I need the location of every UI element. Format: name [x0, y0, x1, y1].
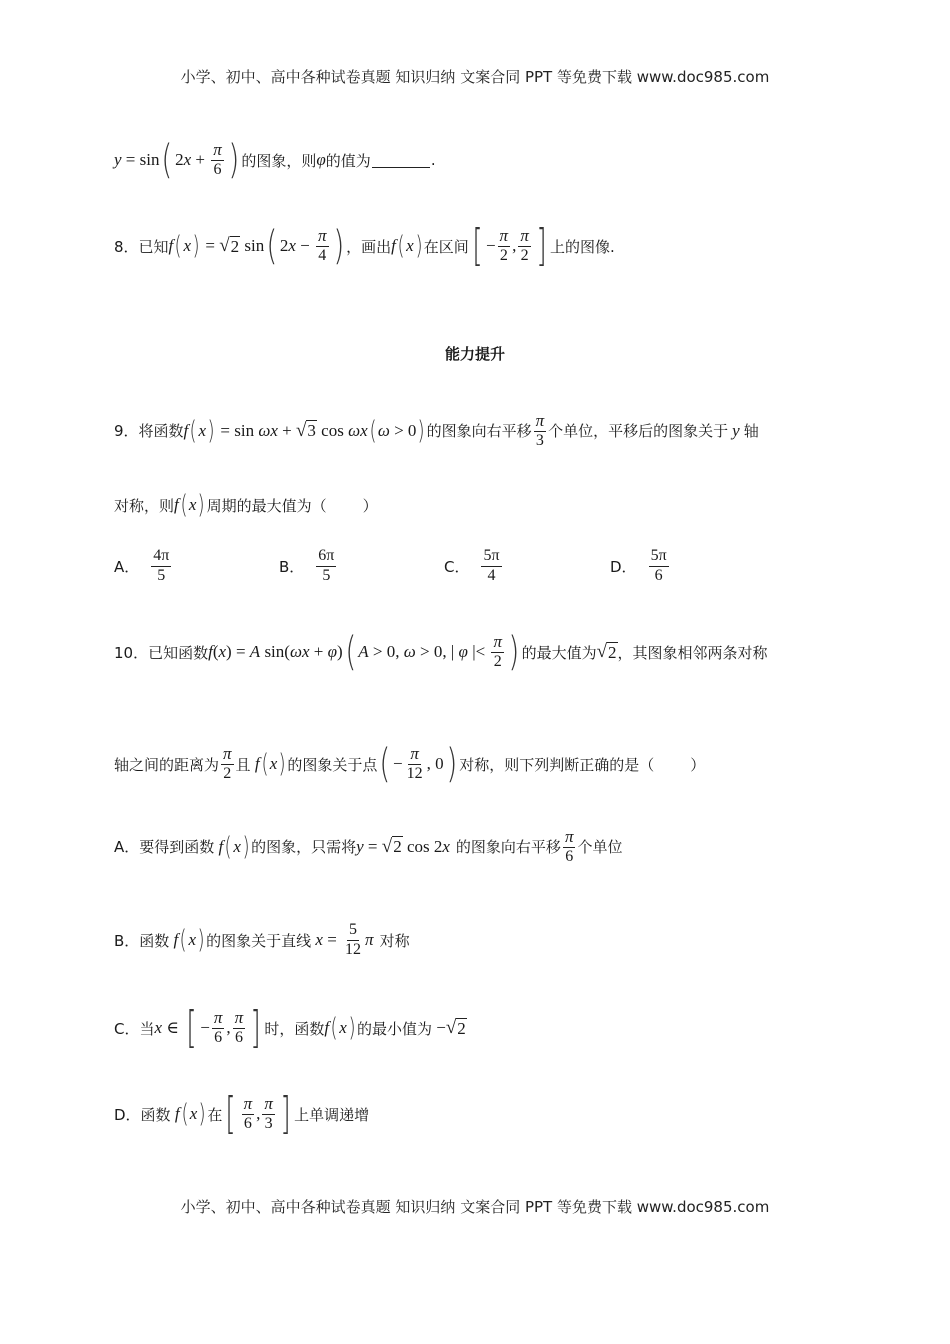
page-footer: 小学、初中、高中各种试卷真题 知识归纳 文案合同 PPT 等免费下载 www.doc985.com	[180, 1198, 770, 1216]
question-9: 9．将函数 f ( x ) = sin ωx + √ 3 cos ωx ( ω > 0 ) 的图象向右平移 $\frac{\pi}{3}$ 个单位，平移后的图象关于 y 轴	[114, 411, 759, 449]
fraction: $\frac{\pi}{6}$	[234, 1008, 244, 1047]
option-b[interactable]: B．函数 f ( x ) 的图象关于直线 x = $\frac{5}{12}$ π 对称	[114, 921, 410, 958]
fraction: $\frac{\pi}{3}$	[535, 411, 545, 449]
question-9-line-2: 对称，则 f ( x ) 周期的最大值为（ ）	[114, 490, 378, 520]
math-expression: y	[114, 150, 122, 169]
option-d[interactable]: D．函数 f ( x ) 在 [ $\frac{\pi}{6}$ , $\frac{\pi}{3}$ ] 上单调递增	[114, 1088, 370, 1139]
option-a[interactable]: A． $\frac{4\pi}{5}$	[114, 547, 170, 584]
fraction: $\frac{\pi}{4}$	[318, 226, 327, 265]
fraction: $\frac{6\pi}{5}$	[318, 547, 335, 584]
question-7-tail: y = sin ( 2 x + $\frac{\pi}{6}$ ) 的图象，则 φ 的值为 .	[114, 137, 436, 183]
fraction: $\frac{5\pi}{4}$	[483, 547, 500, 584]
fraction: $\frac{\pi}{6}$	[564, 827, 574, 865]
option-c[interactable]: C． $\frac{5\pi}{4}$	[444, 547, 500, 584]
option-a[interactable]: A．要得到函数 f ( x ) 的图象，只需将 y = √ 2 cos 2 x 的图象向右平移 $\frac{\pi}{6}$ 个单位	[114, 827, 623, 865]
fraction: $\frac{\pi}{12}$	[406, 744, 423, 783]
fraction: $\frac{\pi}{2}$	[520, 226, 529, 265]
option-b[interactable]: B． $\frac{6\pi}{5}$	[279, 547, 335, 584]
fraction: $\frac{4\pi}{5}$	[153, 547, 170, 584]
fraction: $\frac{5\pi}{6}$	[650, 547, 667, 584]
fraction: $\frac{\pi}{2}$	[499, 226, 509, 265]
fraction: $\frac{\pi}{6}$	[213, 1008, 223, 1047]
question-10-line-2: 轴之间的距离为 $\frac{\pi}{2}$ 且 f ( x ) 的图象关于点 ( − $\frac{\pi}{12}$ , 0 ) 对称，则下列判断正确的是（ ）	[114, 741, 706, 787]
fraction: $\frac{\pi}{6}$	[213, 140, 222, 179]
fraction: $\frac{\pi}{2}$	[223, 744, 232, 783]
answer-blank	[372, 153, 430, 168]
fraction: $\frac{\pi}{3}$	[264, 1094, 273, 1133]
section-title: 能力提升	[444, 345, 505, 363]
option-d[interactable]: D． $\frac{5\pi}{6}$	[610, 547, 667, 584]
option-c[interactable]: C．当 x ∈ [ − $\frac{\pi}{6}$ , $\frac{\pi}{6}$ ] 时，函数 f ( x ) 的最小值为 − √ 2	[114, 1002, 466, 1053]
fraction: $\frac{5}{12}$	[345, 921, 362, 958]
question-10: 10．已知函数 f ( x ) = A sin( ωx + φ ) ( A > 0, ω > 0, | φ |< $\frac{\pi}{2}$ ) 的最大值为 √ 2 ，其图象相邻两条对称	[114, 629, 768, 675]
fraction: $\frac{\pi}{2}$	[493, 632, 502, 671]
question-8: 8．已知 f ( x ) = √ 2 sin ( 2 x − $\frac{\pi}{4}$ ) ，画出 f ( x ) 在区间 [ − $\frac{\pi}{2}$ , $\frac{\pi}{2}$ ] 上的图像.	[114, 220, 615, 271]
fraction: $\frac{\pi}{6}$	[243, 1094, 253, 1133]
page-header: 小学、初中、高中各种试卷真题 知识归纳 文案合同 PPT 等免费下载 www.doc985.com	[180, 68, 770, 86]
